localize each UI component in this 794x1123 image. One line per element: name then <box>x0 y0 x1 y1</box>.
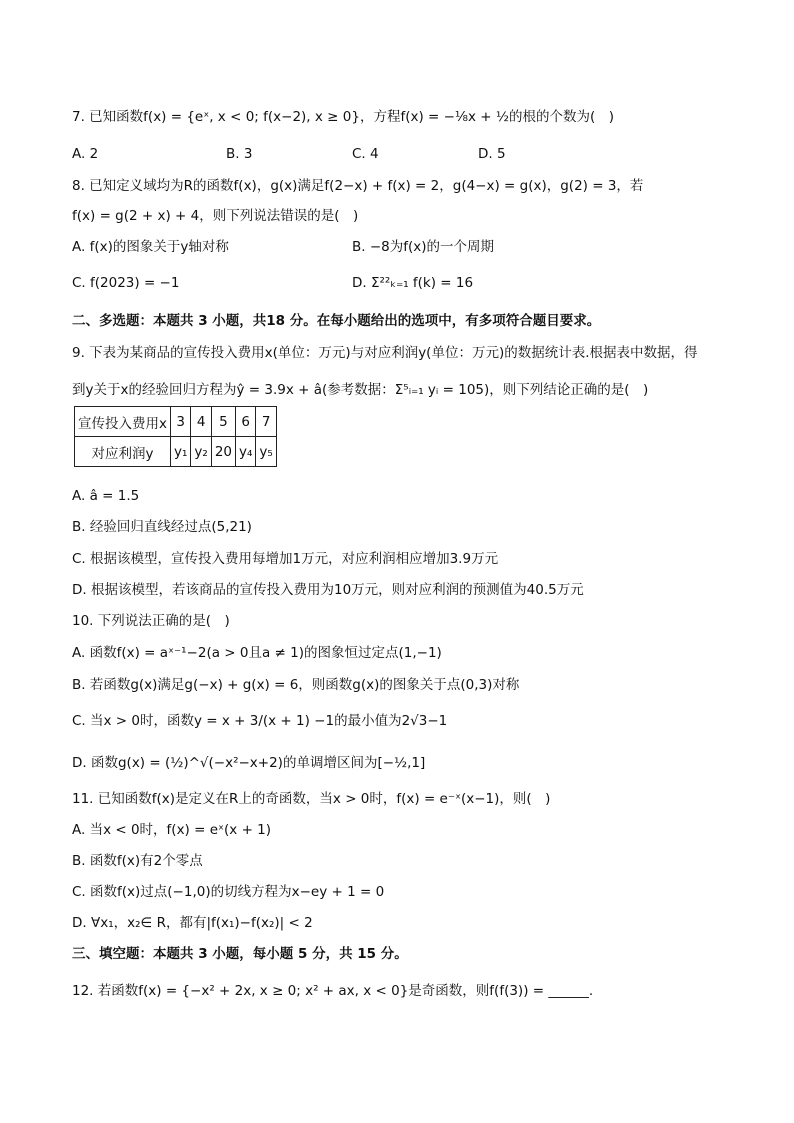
question-9-stem-line1: 9. 下表为某商品的宣传投入费用x(单位：万元)与对应利润y(单位：万元)的数据统计表.根据表中数据，得 <box>72 345 698 361</box>
table-cell: 4 <box>191 407 211 437</box>
question-9-stem-line2: 到y关于x的经验回归方程为ŷ = 3.9x + â(参考数据：Σ⁵ᵢ₌₁ yᵢ = 105)，则下列结论正确的是( ) <box>72 382 649 398</box>
q7-option-d: D. 5 <box>478 146 506 162</box>
section-2-header: 二、多选题：本题共 3 小题，共18 分。在每小题给出的选项中，有多项符合题目要求。 <box>72 313 601 329</box>
q7-option-c: C. 4 <box>352 146 379 162</box>
data-table <box>74 406 277 467</box>
table-row-label: 宣传投入费用x <box>75 407 171 437</box>
q10-option-d: D. 函数g(x) = (½)^√(−x²−x+2)的单调增区间为[−½,1] <box>72 755 426 771</box>
table-cell: 3 <box>171 407 191 437</box>
table-cell: y₅ <box>256 437 276 467</box>
table-cell: 5 <box>211 407 235 437</box>
q9-option-b: B. 经验回归直线经过点(5,21) <box>72 519 252 535</box>
question-11-stem: 11. 已知函数f(x)是定义在R上的奇函数，当x > 0时，f(x) = e⁻ˣ(x−1)，则( ) <box>72 791 551 807</box>
q10-option-c: C. 当x > 0时，函数y = x + 3/(x + 1) −1的最小值为2√3−1 <box>72 713 448 729</box>
table-cell: y₁ <box>171 437 191 467</box>
table-cell: y₂ <box>191 437 211 467</box>
q11-option-c: C. 函数f(x)过点(−1,0)的切线方程为x−ey + 1 = 0 <box>72 884 385 900</box>
section-3-header: 三、填空题：本题共 3 小题，每小题 5 分，共 15 分。 <box>72 946 408 962</box>
q11-option-d: D. ∀x₁，x₂∈ R，都有|f(x₁)−f(x₂)| < 2 <box>72 915 313 931</box>
question-8-stem-line2: f(x) = g(2 + x) + 4，则下列说法错误的是( ) <box>72 208 359 224</box>
question-7-stem: 7. 已知函数f(x) = {eˣ, x < 0; f(x−2), x ≥ 0}，方程f(x) = −⅛x + ½的根的个数为( ) <box>72 109 615 125</box>
q7-option-a: A. 2 <box>72 146 99 162</box>
q8-option-b: B. −8为f(x)的一个周期 <box>352 239 495 255</box>
q9-option-c: C. 根据该模型，宣传投入费用每增加1万元，对应利润相应增加3.9万元 <box>72 551 499 567</box>
table-row <box>75 407 277 437</box>
table-row-label: 对应利润y <box>75 437 171 467</box>
question-8-stem-line1: 8. 已知定义域均为R的函数f(x)，g(x)满足f(2−x) + f(x) = 2，g(4−x) = g(x)，g(2) = 3，若 <box>72 178 644 194</box>
q9-option-a: A. â = 1.5 <box>72 488 140 504</box>
table-row <box>75 437 277 467</box>
table-cell: y₄ <box>236 437 256 467</box>
q10-option-b: B. 若函数g(x)满足g(−x) + g(x) = 6，则函数g(x)的图象关于点(0,3)对称 <box>72 677 520 693</box>
q9-option-d: D. 根据该模型，若该商品的宣传投入费用为10万元，则对应利润的预测值为40.5万元 <box>72 582 584 598</box>
q11-option-a: A. 当x < 0时，f(x) = eˣ(x + 1) <box>72 822 272 838</box>
q10-option-a: A. 函数f(x) = aˣ⁻¹−2(a > 0且a ≠ 1)的图象恒过定点(1,−1) <box>72 645 442 661</box>
q7-option-b: B. 3 <box>226 146 253 162</box>
table-cell: 6 <box>236 407 256 437</box>
question-10-stem: 10. 下列说法正确的是( ) <box>72 613 230 629</box>
question-12-stem: 12. 若函数f(x) = {−x² + 2x, x ≥ 0; x² + ax, x < 0}是奇函数，则f(f(3)) = ______. <box>72 983 594 999</box>
q8-option-d: D. Σ²²ₖ₌₁ f(k) = 16 <box>352 275 474 291</box>
q8-option-c: C. f(2023) = −1 <box>72 275 180 291</box>
table-cell: 20 <box>211 437 235 467</box>
table-cell: 7 <box>256 407 276 437</box>
q8-option-a: A. f(x)的图象关于y轴对称 <box>72 239 229 255</box>
q11-option-b: B. 函数f(x)有2个零点 <box>72 853 203 869</box>
